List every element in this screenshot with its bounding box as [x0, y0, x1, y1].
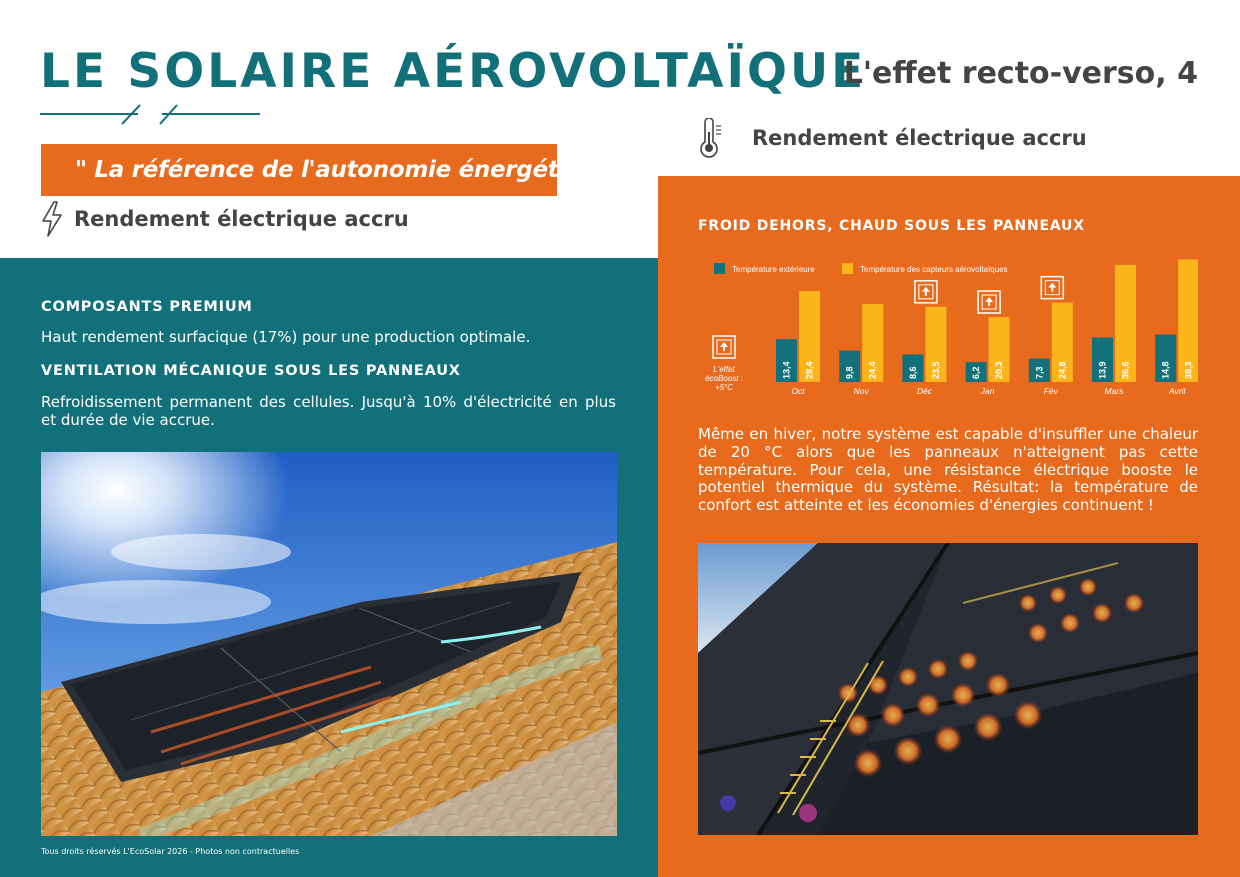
x-tick-label: Nov — [853, 386, 869, 396]
copyright-footer: Tous droits réservés L'EcoSolar 2026 - Photos non contractuelles — [41, 847, 300, 856]
legend-label: Température extérieure — [732, 265, 815, 274]
bar-value-label: 24,8 — [1057, 361, 1068, 379]
lightning-icon — [40, 200, 64, 238]
bar-value-label: 36,6 — [1120, 361, 1131, 379]
bar-value-label: 28,4 — [804, 361, 815, 379]
x-tick-label: Déc — [916, 386, 932, 396]
right-heading-label: Rendement électrique accru — [752, 126, 1087, 150]
chart-title: FROID DEHORS, CHAUD SOUS LES PANNEAUX — [698, 218, 1085, 234]
bar-value-label: 24,4 — [867, 361, 878, 379]
bar-value-label: 8,6 — [907, 366, 918, 379]
annotation-line: +5°C — [714, 383, 734, 392]
thermometer-icon — [696, 118, 724, 158]
left-section-heading — [40, 200, 409, 238]
x-tick-label: Fév — [1043, 386, 1058, 396]
bar-value-label: 38,3 — [1183, 361, 1194, 379]
x-tick-label: Mars — [1104, 386, 1124, 396]
bar-value-label: 9,8 — [844, 366, 855, 379]
bar-value-label: 14,8 — [1160, 361, 1171, 379]
title-underline-decoration — [40, 102, 270, 128]
annotation-line: L'effet — [713, 365, 735, 374]
section-text-premium: Haut rendement surfacique (17%) pour une production optimale. — [41, 328, 531, 346]
left-heading-label: Rendement électrique accru — [74, 207, 409, 231]
page-subtitle: L'effet recto-verso, 4 — [843, 56, 1198, 91]
ecoboost-annotation — [705, 336, 743, 392]
chart-legend — [714, 263, 1008, 274]
legend-swatch — [842, 263, 853, 274]
page-title: LE SOLAIRE AÉROVOLTAÏQUE — [40, 44, 867, 99]
right-body-text: Même en hiver, notre système est capable d'insuffler une chaleur de 20 °C alors que les panneaux n'atteignent pas cette température. Pour cela, une résistance électrique booste le potentiel thermique du système. Résultat: la température de confort est atteinte et les économies d'énergies continuent ! — [698, 425, 1198, 515]
tagline-banner: " La référence de l'autonomie énergétique. " — [41, 144, 557, 196]
bar-value-label: 20,3 — [994, 361, 1005, 379]
temperature-bar-chart — [698, 255, 1198, 403]
x-tick-label: Jan — [980, 386, 995, 396]
ecoboost-badge-icon — [1041, 277, 1063, 299]
panel-closeup-photo — [698, 543, 1198, 835]
annotation-line: écoBoost : — [705, 374, 743, 383]
roof-panels-photo — [41, 452, 617, 836]
legend-label: Température des capteurs aérovoltaïques — [860, 265, 1008, 274]
section-title-ventilation: VENTILATION MÉCANIQUE SOUS LES PANNEAUX — [41, 363, 461, 379]
section-title-premium: COMPOSANTS PREMIUM — [41, 299, 253, 315]
bar-value-label: 6,2 — [971, 366, 982, 379]
ecoboost-badge-icon — [978, 291, 1000, 313]
section-text-ventilation: Refroidissement permanent des cellules. Jusqu'à 10% d'électricité en plus et durée de vie accrue. — [41, 393, 616, 429]
bar-value-label: 23,5 — [930, 361, 941, 379]
x-tick-label: Oct — [791, 386, 805, 396]
ecoboost-badge-icon — [915, 281, 937, 303]
ecoboost-badge-icon — [713, 336, 735, 358]
x-tick-label: Avril — [1169, 386, 1186, 396]
bar-value-label: 13,9 — [1097, 361, 1108, 379]
right-section-heading — [696, 118, 1087, 158]
legend-swatch — [714, 263, 725, 274]
bar-value-label: 13,4 — [781, 361, 792, 379]
bar-value-label: 7,3 — [1034, 366, 1045, 379]
